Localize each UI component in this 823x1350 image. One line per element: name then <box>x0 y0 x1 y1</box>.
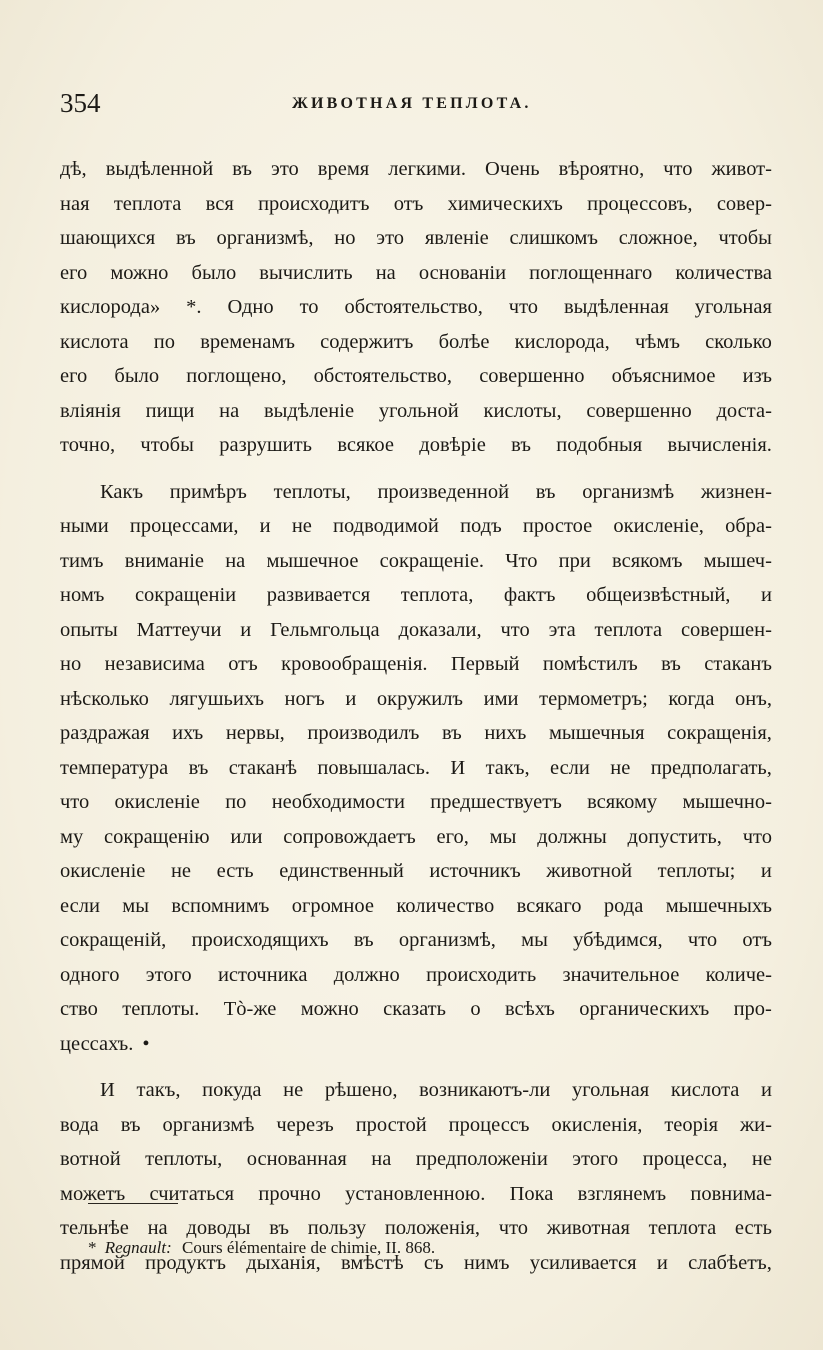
text-line: тельнѣе на доводы въ пользу положенія, что животная теплота есть <box>60 1217 772 1239</box>
text-line: вліянія пищи на выдѣленіе угольной кислоты, совершенно доста- <box>60 399 772 422</box>
text-line: но независима отъ кровообращенія. Первый помѣстилъ въ стаканъ <box>60 653 772 675</box>
text-line: кислорода» *. Одно то обстоятельство, что выдѣленная угольная <box>60 296 772 318</box>
paragraph <box>60 152 772 463</box>
footnote-text: Cours élémentaire de chimie, II. 868. <box>182 1238 436 1257</box>
paragraph <box>60 475 772 1062</box>
text-line: дѣ, выдѣленной въ это время легкими. Очень вѣроятно, что живот- <box>60 158 772 180</box>
text-line: его можно было вычислить на основаніи поглощеннаго количества <box>60 261 772 284</box>
text-line: му сокращенію или сопровождаетъ его, мы должны допустить, что <box>60 825 772 848</box>
text-line: сокращеній, происходящихъ въ организмѣ, мы убѣдимся, что отъ <box>60 929 772 951</box>
text-line: окисленіе не есть единственный источникъ животной теплоты; и <box>60 860 772 882</box>
footnote-divider <box>88 1203 178 1204</box>
text-line: нѣсколько лягушьихъ ногъ и окружилъ ими термометръ; когда онъ, <box>60 687 772 710</box>
footnote <box>88 1236 435 1260</box>
footnote-mark: * <box>88 1238 97 1257</box>
text-line: его было поглощено, обстоятельство, совершенно объяснимое изъ <box>60 365 772 387</box>
body-text <box>60 152 772 1280</box>
text-line: Какъ примѣръ теплоты, произведенной въ организмѣ жизнен- <box>100 480 772 503</box>
running-head: ЖИВОТНАЯ ТЕПЛОТА. <box>292 95 532 112</box>
page-number: 354 <box>60 88 101 118</box>
page-header <box>60 86 772 120</box>
text-line: прямой продуктъ дыханія, вмѣстѣ съ нимъ усиливается и слабѣетъ, <box>60 1251 772 1274</box>
text-line: точно, чтобы разрушить всякое довѣріе въ подобныя вычисленія. <box>60 434 772 456</box>
text-line: опыты Маттеучи и Гельмгольца доказали, что эта теплота совершен- <box>60 618 772 641</box>
text-line: тимъ вниманіе на мышечное сокращеніе. Что при всякомъ мышеч- <box>60 549 772 572</box>
text-line: номъ сокращеніи развивается теплота, фактъ общеизвѣстный, и <box>60 584 772 606</box>
text-line: И такъ, покуда не рѣшено, возникаютъ-ли угольная кислота и <box>100 1079 772 1101</box>
text-line: вотной теплоты, основанная на предположеніи этого процесса, не <box>60 1148 772 1170</box>
text-line: если мы вспомнимъ огромное количество всякаго рода мышечныхъ <box>60 894 772 917</box>
paragraph-gap <box>60 1061 772 1073</box>
text-line: шающихся въ организмѣ, но это явленіе слишкомъ сложное, чтобы <box>60 227 772 249</box>
text-line: кислота по временамъ содержитъ болѣе кислорода, чѣмъ сколько <box>60 330 772 353</box>
text-line: ная теплота вся происходитъ отъ химическихъ процессовъ, совер- <box>60 192 772 215</box>
text-line: раздражая ихъ нервы, производилъ въ нихъ мышечныя сокращенія, <box>60 722 772 744</box>
text-line: можетъ считаться прочно установленною. Пока взглянемъ повнима- <box>60 1182 772 1205</box>
text-line: ство теплоты. Tò-же можно сказать о всѣхъ органическихъ про- <box>60 998 772 1020</box>
text-line: одного этого источника должно происходить значительное количе- <box>60 963 772 986</box>
paragraph-gap <box>60 463 772 475</box>
text-line: вода въ организмѣ черезъ простой процессъ окисленія, теорія жи- <box>60 1113 772 1136</box>
text-line: температура въ стаканѣ повышалась. И такъ, если не предполагать, <box>60 756 772 779</box>
text-line: цессахъ. • <box>60 1032 150 1055</box>
text-line: что окисленіе по необходимости предшествуетъ всякому мышечно- <box>60 791 772 813</box>
footnote-author: Regnault: <box>104 1238 172 1257</box>
text-line: ными процессами, и не подводимой подъ простое окисленіе, обра- <box>60 515 772 537</box>
